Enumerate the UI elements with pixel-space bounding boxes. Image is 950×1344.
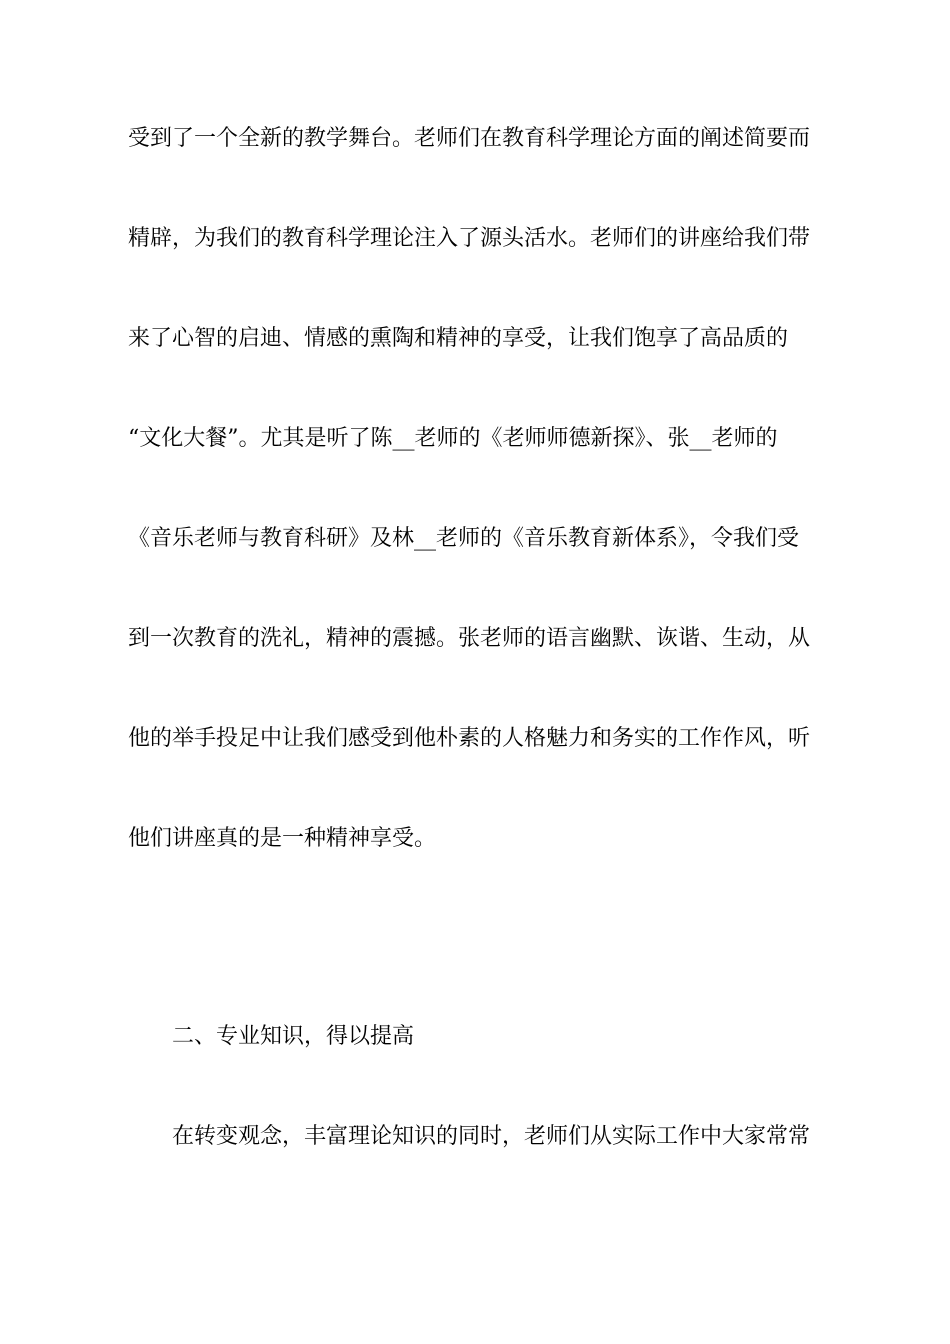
paragraph-1-line-8: 他们讲座真的是一种精神享受。 (128, 826, 437, 851)
paragraph-1-line-1: 受到了一个全新的教学舞台。老师们在教育科学理论方面的阐述简要而 (128, 126, 811, 151)
paragraph-1-line-5: 《音乐老师与教育科研》及林__老师的《音乐教育新体系》，令我们受 (128, 526, 800, 551)
paragraph-1-line-2: 精辟，为我们的教育科学理论注入了源头活水。老师们的讲座给我们带 (128, 226, 811, 251)
paragraph-1-line-3: 来了心智的启迪、情感的熏陶和精神的享受，让我们饱享了高品质的 (128, 326, 789, 351)
paragraph-2-line-1: 在转变观念，丰富理论知识的同时，老师们从实际工作中大家常常 (172, 1124, 811, 1149)
paragraph-1-line-4: “文化大餐”。尤其是听了陈__老师的《老师师德新探》、张__老师的 (128, 426, 778, 451)
section-heading: 二、专业知识，得以提高 (172, 1024, 415, 1049)
paragraph-1-line-7: 他的举手投足中让我们感受到他朴素的人格魅力和务实的工作作风，听 (128, 726, 811, 751)
paragraph-1-line-6: 到一次教育的洗礼，精神的震撼。张老师的语言幽默、诙谐、生动，从 (128, 626, 811, 651)
